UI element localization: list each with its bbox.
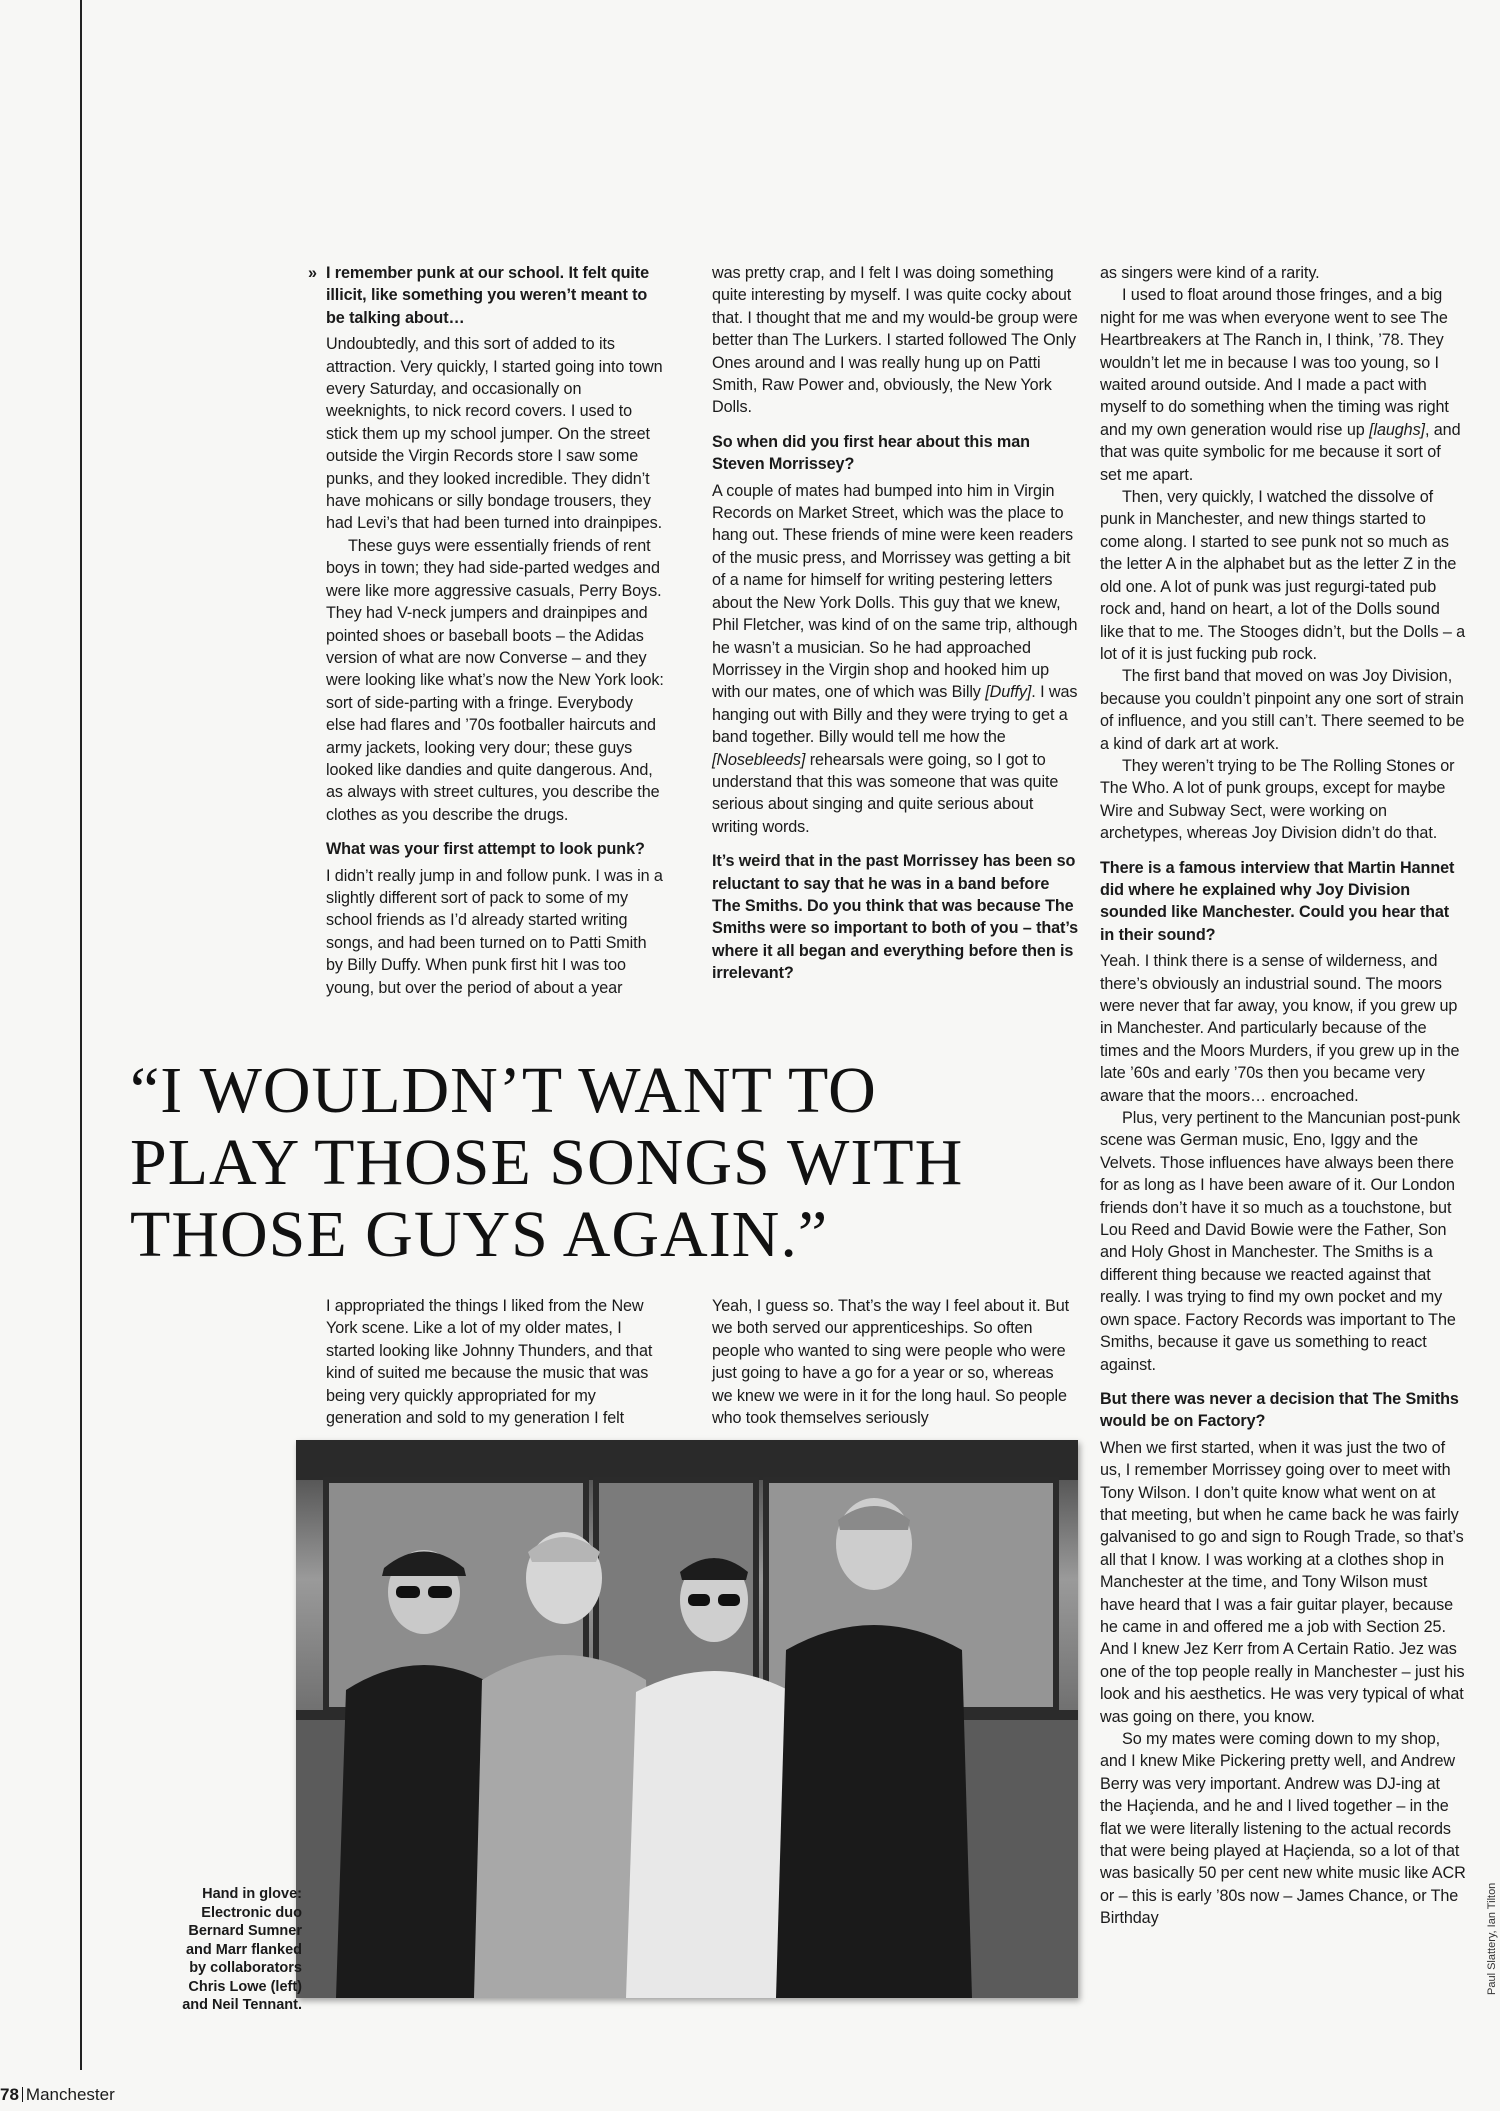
answer-paragraph: I appropriated the things I liked from the New York scene. Like a lot of my older mates, I started looking like Johnny Thunders, and that kind of suited me because the music that was being very quickly appropriated for my generation and sold to my generation I felt xyxy=(326,1297,653,1428)
text-run: rehearsals were going, so I got to understand that this was someone that was quite serious about singing and quite serious about writing words. xyxy=(712,750,1059,836)
band-photo xyxy=(296,1440,1078,1998)
text-run: A couple of mates had bumped into him in Virgin Records on Market Street, which was the place to hang out. These friends of mine were keen readers of the music press, and Morrissey was getting a bit of a name for himself for writing pestering letters about the New York Dolls. This guy that we knew, Phil Fletcher, was kind of on the same trip, although he wasn’t a musician. So he had approached Morrissey in the Virgin shop and hooked him up with our mates, one of which was Billy xyxy=(712,481,1078,702)
column-2-bottom xyxy=(712,1295,1072,1429)
caption-line: and Marr flanked xyxy=(185,1941,302,1958)
answer-paragraph: Undoubtedly, and this sort of added to its attraction. Very quickly, I started going into town every Saturday, and occasionally on weeknights, to nick record covers. I used to stick them up my school jumper. On the street outside the Virgin Records store I saw some punks, and they looked incredible. They didn’t have mohicans or silly bondage trousers, they had Levi’s that had been turned into drainpipes. xyxy=(326,335,663,533)
pull-quote-line: THOSE GUYS AGAIN.” xyxy=(130,1198,829,1271)
caption-line: Bernard Sumner xyxy=(188,1923,302,1939)
page-number: 78 xyxy=(0,2085,19,2104)
column-1-top xyxy=(326,262,664,999)
caption-line: and Neil Tennant. xyxy=(182,1997,302,2013)
answer-paragraph: Yeah, I guess so. That’s the way I feel about it. But we both served our apprenticeships. So often people who wanted to sing were people who were just going to have a go for a year or so, whereas we knew we were in it for the long haul. So people who took themselves seriously xyxy=(712,1297,1070,1428)
question-band-before-smiths: It’s weird that in the past Morrissey has been so reluctant to say that he was in a band before The Smiths. Do you think that was because The Smiths were so important to both of you – that’s where it all began and everything before then is irrelevant? xyxy=(712,852,1079,983)
text-run: . I was hanging out with Billy and they were trying to get a band together. Billy would tell me how the xyxy=(712,683,1078,747)
text-run-italic: [laughs] xyxy=(1369,420,1425,439)
answer-paragraph: Plus, very pertinent to the Mancunian post-punk scene was German music, Eno, Iggy and the Velvets. Those influences have always been there for as long as I have been aware of it. Our London friends don’t have it so much as a touchstone, but Lou Reed and David Bowie were the Father, Son and Holy Ghost in Manchester. The Smiths is a different thing because we reacted against that really. I was trying to find my own pocket and my own space. Factory Records was important to The Smiths, because it gave us something to react against. xyxy=(1100,1109,1461,1374)
text-run-italic: [Duffy] xyxy=(985,683,1032,702)
text-run: I used to float around those fringes, and a big night for me was when everyone went to see The Heartbreakers at The Ranch in, I think, ’78. They wouldn’t let me in because I was too young, so I waited around outside. And I made a pact with myself to do something when the timing was right and my own generation would rise up xyxy=(1100,286,1449,439)
answer-paragraph: These guys were essentially friends of rent boys in town; they had side-parted wedges and were like more aggressive casuals, Perry Boys. They had V-neck jumpers and drainpipes and pointed shoes or baseball boots – the Adidas version of what are now Converse – and they were looking like what’s now the New York look: sort of side-parting with a fringe. Everybody else had flares and ’70s footballer haircuts and army jackets, looking very dour; these guys looked like dandies and quite dangerous. And, as always with street cultures, you describe the clothes as you describe the drugs. xyxy=(326,536,664,824)
page-footer xyxy=(0,2085,115,2105)
answer-paragraph: was pretty crap, and I felt I was doing something quite interesting by myself. I was quite cocky about that. I thought that me and my would-be group were better than The Lurkers. I started followed The Only Ones around and I was really hung up on Patti Smith, Raw Power and, obviously, the New York Dolls. xyxy=(712,264,1078,417)
question-first-hear-morrissey: So when did you first hear about this man Steven Morrissey? xyxy=(712,432,1030,474)
caption-line: by collaborators xyxy=(189,1960,302,1976)
answer-paragraph: Then, very quickly, I watched the dissolve of punk in Manchester, and new things started to come along. I started to see punk not so much as the letter A in the alphabet but as the letter Z in the old one. A lot of punk was just regurgi-tated pub rock and, hand on heart, a lot of the Dolls sound like that to me. The Stooges didn’t, but the Dolls – a lot of it is just fucking pub rock. xyxy=(1100,488,1466,663)
answer-paragraph: Yeah. I think there is a sense of wilderness, and there’s obviously an industrial sound. The moors were never that far away, you know, if you grew up in Manchester. And particularly because of the times and the Moors Murders, if you grew up in the late ’60s and early ’70s then you became very aware that the moors… encroached. xyxy=(1100,952,1460,1105)
answer-paragraph xyxy=(1100,284,1466,486)
answer-paragraph: They weren’t trying to be The Rolling Stones or The Who. A lot of punk groups, except for maybe Wire and Subway Sect, were working on archetypes, whereas Joy Division didn’t do that. xyxy=(1100,756,1455,843)
answer-paragraph: as singers were kind of a rarity. xyxy=(1100,264,1320,282)
photo-caption xyxy=(130,1885,302,2015)
caption-line: Hand in glove: xyxy=(202,1886,302,1902)
text-run: , and that was quite symbolic for me because it sort of set me apart. xyxy=(1100,420,1461,484)
left-margin-rule xyxy=(80,0,82,2070)
question-punk-at-school: » I remember punk at our school. It felt quite illicit, like something you weren’t meant to be talking about… xyxy=(326,262,664,329)
question-first-attempt: What was your first attempt to look punk? xyxy=(326,840,645,859)
footer-divider xyxy=(22,2087,23,2102)
section-name: Manchester xyxy=(25,2085,115,2104)
answer-paragraph: So my mates were coming down to my shop, and I knew Mike Pickering pretty well, and Andrew Berry was very important. Andrew was DJ-ing at the Haçienda, and he and I lived together – in the flat we were literally listening to the actual records that were being played at Haçienda, so a lot of that was basically 50 per cent new white music like ACR or – this is early ’80s now – James Chance, or The Birthday xyxy=(1100,1730,1466,1928)
column-2-top xyxy=(712,262,1080,989)
text-run-italic: [Nosebleeds] xyxy=(712,750,806,769)
question-martin-hannet: There is a famous interview that Martin Hannet did where he explained why Joy Division sounded like Manchester. Could you hear that in their sound? xyxy=(1100,858,1455,944)
photo-credit: Paul Slattery, Ian Tilton xyxy=(1486,1882,1498,1995)
pull-quote-line: “I WOULDN’T WANT TO xyxy=(130,1054,877,1127)
pull-quote-line: PLAY THOSE SONGS WITH xyxy=(130,1126,964,1199)
column-1-bottom xyxy=(326,1295,664,1429)
pull-quote xyxy=(130,1055,1070,1271)
question-factory-decision: But there was never a decision that The Smiths would be on Factory? xyxy=(1100,1389,1459,1431)
caption-line: Chris Lowe (left) xyxy=(188,1978,302,1995)
band-photo-illustration xyxy=(296,1440,1078,1998)
answer-paragraph xyxy=(712,480,1080,839)
answer-paragraph: When we first started, when it was just the two of us, I remember Morrissey going over to meet with Tony Wilson. I don’t quite know what went on at that meeting, but when he came back he was fairly galvanised to go and sign to Rough Trade, so that’s all that I know. I was working at a clothes shop in Manchester at the time, and Tony Wilson must have heard that I was a fair guitar player, because he came in and offered me a job with Section 25. And I knew Jez Kerr from A Certain Ratio. Jez was one of the top people really in Manchester – just his look and his aesthetics. He was very typical of what was going on there, you know. xyxy=(1100,1438,1465,1726)
caption-line: Electronic duo xyxy=(201,1904,302,1921)
answer-paragraph: The first band that moved on was Joy Division, because you couldn’t pinpoint any one sort of strain of influence, and you still can’t. There seemed to be a kind of dark art at work. xyxy=(1100,667,1465,753)
column-3 xyxy=(1100,262,1466,1930)
answer-paragraph: I didn’t really jump in and follow punk. I was in a slightly different sort of pack to some of my school friends as I’d already started writing songs, and had been turned on to Patti Smith by Billy Duffy. When punk first hit I was too young, but over the period of about a year xyxy=(326,866,663,997)
